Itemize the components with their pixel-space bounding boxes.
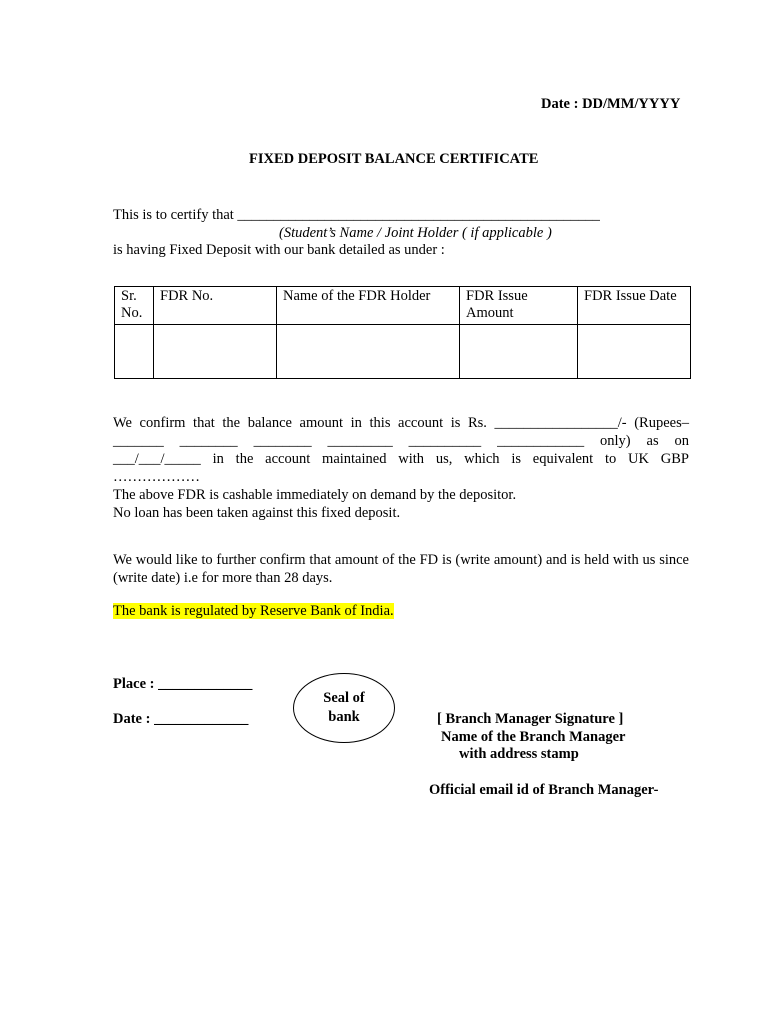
regulator-statement (113, 603, 394, 620)
balance-line-3: ___/___/_____ in the account maintained with us, which is equivalent to UK GBP (113, 451, 689, 467)
student-name-hint: (Student’s Name / Joint Holder ( if applicable ) (279, 225, 552, 241)
bank-seal (293, 673, 395, 743)
cell-fdr-no[interactable] (154, 325, 277, 379)
certify-line: This is to certify that __________________________________________________ (113, 207, 600, 223)
column-header-sr-no: Sr. No. (115, 287, 154, 325)
balance-line-4: ……………… (113, 469, 200, 485)
no-loan-statement: No loan has been taken against this fixed deposit. (113, 505, 401, 521)
balance-confirmation-paragraph (113, 414, 689, 522)
date-header: Date : DD/MM/YYYY (541, 96, 681, 112)
date-field: Date : _____________ (113, 711, 249, 727)
cell-issue-amount[interactable] (460, 325, 578, 379)
fdr-table (114, 286, 691, 379)
balance-line-2: _______ ________ ________ _________ __________ ____________ only) as on (113, 433, 689, 449)
document-title: FIXED DEPOSIT BALANCE CERTIFICATE (249, 151, 539, 167)
manager-name-label: Name of the Branch Manager (441, 729, 626, 745)
table-row (115, 325, 691, 379)
cell-sr-no[interactable] (115, 325, 154, 379)
balance-line-1: We confirm that the balance amount in this account is Rs. _________________/- (Rupees– (113, 415, 689, 431)
address-stamp-label: with address stamp (459, 746, 579, 762)
fdr-table-header-row (115, 287, 691, 325)
further-confirmation-paragraph: We would like to further confirm that amount of the FD is (write amount) and is held with us since (write date) i.e for more than 28 days. (113, 552, 689, 586)
bank-seal-label: Seal of bank (323, 690, 365, 725)
column-header-fdr-no: FDR No. (154, 287, 277, 325)
cell-holder-name[interactable] (277, 325, 460, 379)
cashable-statement: The above FDR is cashable immediately on demand by the depositor. (113, 487, 517, 503)
place-field: Place : _____________ (113, 676, 253, 692)
column-header-issue-date: FDR Issue Date (578, 287, 691, 325)
regulator-statement-text: The bank is regulated by Reserve Bank of India. (113, 603, 394, 619)
manager-email-label: Official email id of Branch Manager- (429, 782, 659, 798)
signature-label: [ Branch Manager Signature ] (437, 711, 624, 727)
fixed-deposit-intro: is having Fixed Deposit with our bank detailed as under : (113, 242, 445, 258)
column-header-issue-amount: FDR Issue Amount (460, 287, 578, 325)
cell-issue-date[interactable] (578, 325, 691, 379)
column-header-holder-name: Name of the FDR Holder (277, 287, 460, 325)
